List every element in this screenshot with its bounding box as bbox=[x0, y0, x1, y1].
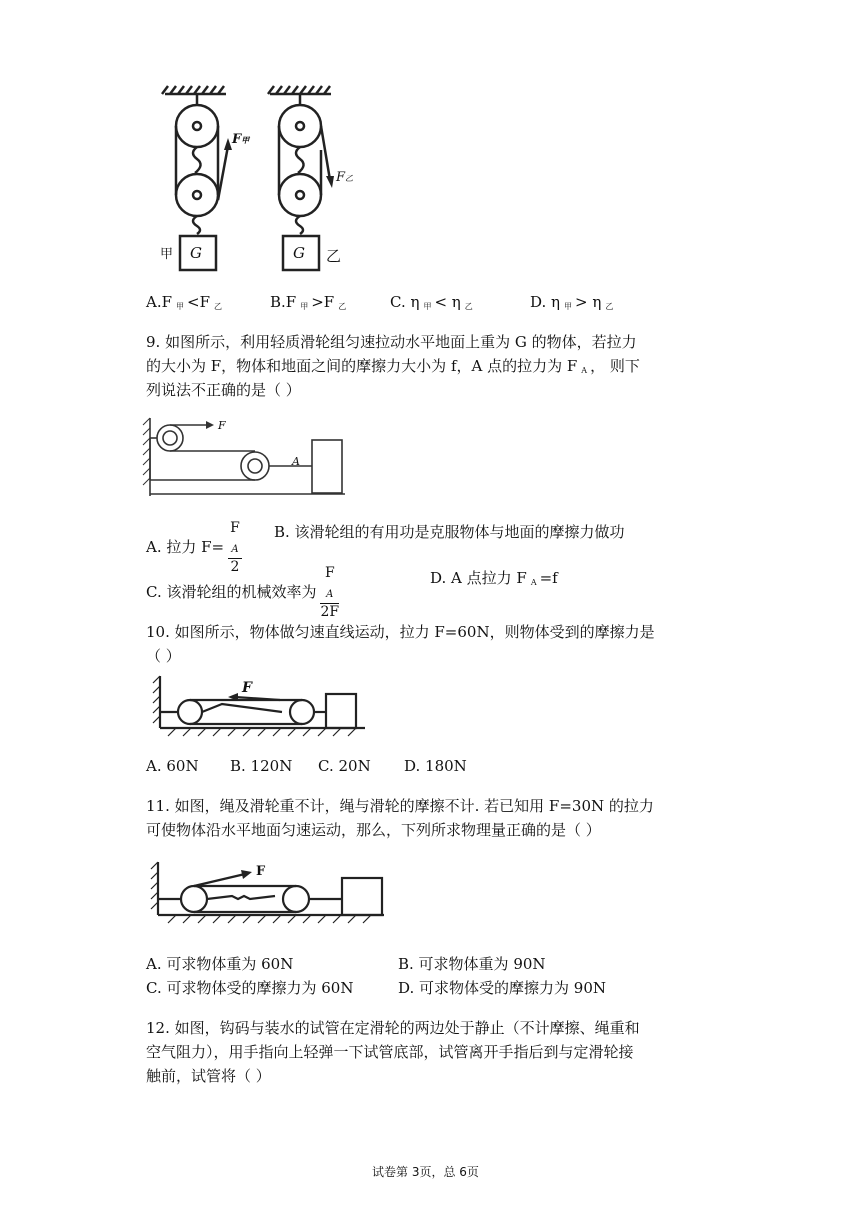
q9-option-d[interactable]: D. A 点拉力 F $_A$ =f bbox=[430, 569, 558, 587]
q11-figure-label-f: F bbox=[256, 864, 266, 879]
q11-option-d[interactable]: D. 可求物体受的摩擦力为 90N bbox=[398, 979, 607, 997]
q10-option-a[interactable]: A. 60N bbox=[146, 757, 199, 775]
q11-option-b[interactable]: B. 可求物体重为 90N bbox=[398, 955, 546, 973]
q10-option-b[interactable]: B. 120N bbox=[230, 757, 293, 775]
q9-figure-label-a: A bbox=[292, 455, 300, 468]
q10-stem-line1: 10. 如图所示，物体做匀速直线运动，拉力 F=60N，则物体受到的摩擦力是 bbox=[146, 623, 655, 641]
q8-option-b[interactable]: B.F $_甲$ >F $_乙$ bbox=[270, 293, 347, 311]
q11-stem-line2: 可使物体沿水平地面匀速运动，那么，下列所求物理量正确的是（ ） bbox=[146, 821, 601, 839]
q11-option-a[interactable]: A. 可求物体重为 60N bbox=[146, 955, 294, 973]
q8-force-left-label: F甲 bbox=[232, 132, 250, 147]
q9-stem-line1: 9. 如图所示，利用轻质滑轮组匀速拉动水平地面上重为 G 的物体，若拉力 bbox=[146, 333, 637, 351]
q8-right-tag: 乙 bbox=[326, 247, 342, 265]
q8-option-d[interactable]: D. η $_甲$ > η $_乙$ bbox=[530, 293, 614, 311]
q8-option-c[interactable]: C. η $_甲$ < η $_乙$ bbox=[390, 293, 473, 311]
q9-stem-line3: 列说法不正确的是（ ） bbox=[146, 381, 301, 399]
q10-option-c[interactable]: C. 20N bbox=[318, 757, 371, 775]
q8-left-tag: 甲 bbox=[160, 247, 174, 262]
q11-stem-line1: 11. 如图，绳及滑轮重不计，绳与滑轮的摩擦不计. 若已知用 F=30N 的拉力 bbox=[146, 797, 654, 815]
q9-option-c-fraction: F $_A$ 2F bbox=[320, 565, 340, 620]
q10-figure-label-f: F bbox=[242, 680, 252, 696]
q9-option-b[interactable]: B. 该滑轮组的有用功是克服物体与地面的摩擦力做功 bbox=[274, 523, 625, 541]
q9-stem-line2: 的大小为 F，物体和地面之间的摩擦力大小为 f，A 点的拉力为 F $_A$ ， 则下 bbox=[146, 357, 640, 375]
q9-option-c[interactable]: C. 该滑轮组的机械效率为 F $_A$ 2F bbox=[146, 565, 340, 620]
q8-option-a[interactable]: A.F $_甲$ <F $_乙$ bbox=[146, 293, 222, 311]
q9-option-a[interactable]: A. 拉力 F= F $_A$ 2 bbox=[146, 520, 240, 575]
q10-stem-line2: （ ） bbox=[146, 647, 181, 665]
q12-stem-line3: 触前，试管将（ ） bbox=[146, 1067, 271, 1085]
q9-figure-label-f: F bbox=[218, 419, 226, 432]
q12-stem-line1: 12. 如图，钩码与装水的试管在定滑轮的两边处于静止（不计摩擦、绳重和 bbox=[146, 1019, 640, 1037]
q8-right-block-label: G bbox=[293, 244, 305, 262]
q9-option-a-fraction: F $_A$ 2 bbox=[230, 520, 240, 575]
q8-left-block-label: G bbox=[190, 244, 202, 262]
q11-option-c[interactable]: C. 可求物体受的摩擦力为 60N bbox=[146, 979, 354, 997]
q10-option-d[interactable]: D. 180N bbox=[404, 757, 467, 775]
q12-stem-line2: 空气阻力），用手指向上轻弹一下试管底部，试管离开手指后到与定滑轮接 bbox=[146, 1043, 634, 1061]
page-footer: 试卷第 3页，总 6页 bbox=[372, 1165, 479, 1179]
q8-force-right-label: F乙 bbox=[336, 170, 354, 185]
